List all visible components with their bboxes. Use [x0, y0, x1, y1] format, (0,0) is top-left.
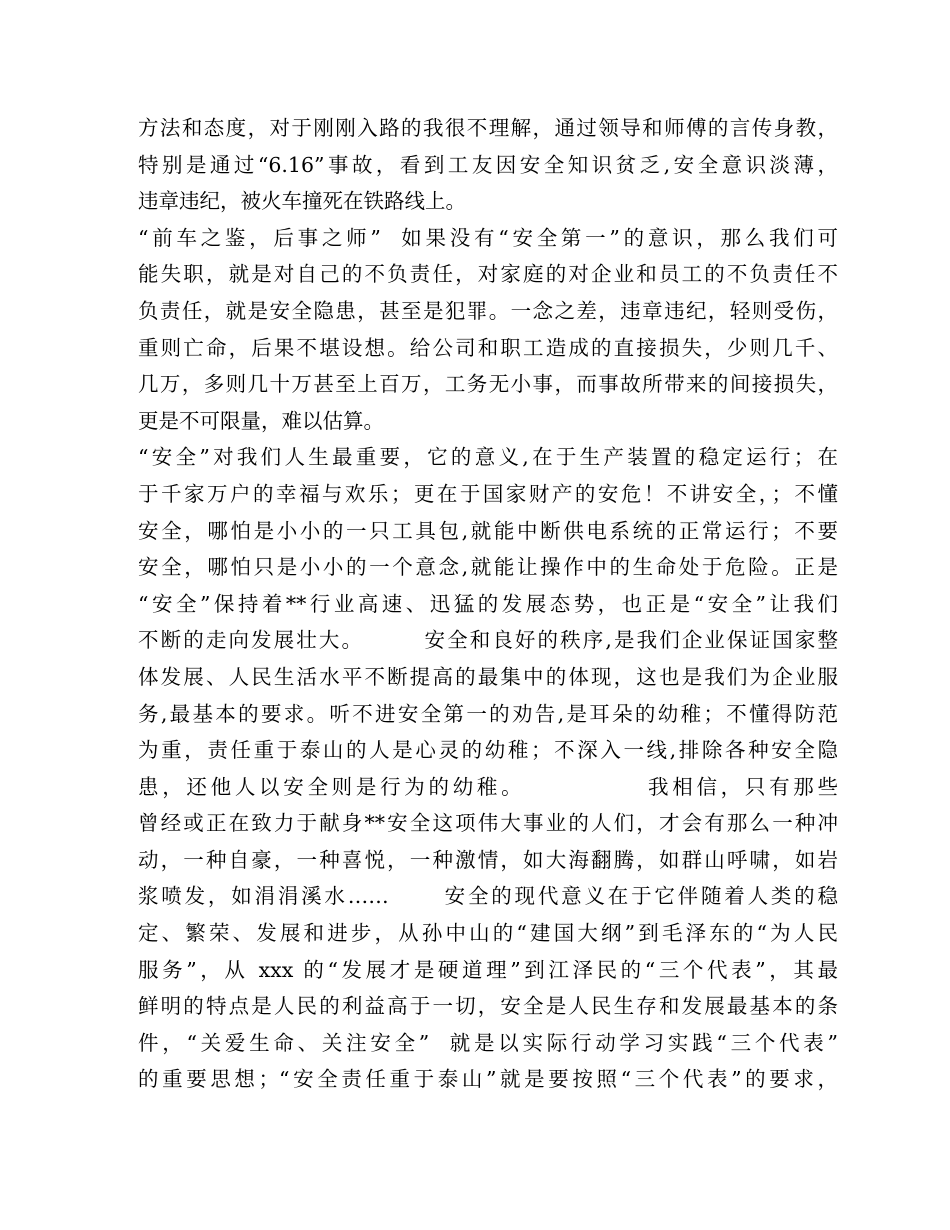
text-line: 方法和态度，对于刚刚入路的我很不理解，通过领导和师傅的言传身教，	[138, 116, 838, 140]
text-line: “安全”对我们人生最重要，它的意义,在于生产装置的稳定运行；在	[138, 445, 838, 470]
text-line: 能失职，就是对自己的不负责任，对家庭的对企业和员工的不负责任不	[138, 262, 838, 287]
text-line: 于千家万户的幸福与欢乐；更在于国家财产的安危！不讲安全，；不懂	[138, 481, 838, 506]
text-line: 安全，哪怕只是小小的一个意念,就能让操作中的生命处于危险。正是	[138, 555, 838, 580]
text-line: 特别是通过“6.16”事故，看到工友因安全知识贫乏,安全意识淡薄，	[138, 152, 838, 177]
text-line: 更是不可限量，难以估算。	[138, 408, 384, 433]
text-line: 重则亡命，后果不堪设想。给公司和职工造成的直接损失，少则几千、	[138, 335, 838, 360]
text-line: 为重，责任重于泰山的人是心灵的幼稚；不深入一线,排除各种安全隐	[138, 738, 838, 763]
text-line: 浆喷发，如涓涓溪水…… 安全的现代意义在于它伴随着人类的稳	[138, 884, 838, 909]
text-line: 体发展、人民生活水平不断提高的最集中的体现，这也是我们为企业服	[138, 664, 838, 689]
text-line: 服务”，从 xxx 的“发展才是硬道理”到江泽民的“三个代表”，其最	[138, 957, 838, 982]
text-line: 定、繁荣、发展和进步，从孙中山的“建国大纲”到毛泽东的“为人民	[138, 921, 838, 946]
text-line: 违章违纪，被火车撞死在铁路线上。	[138, 189, 466, 214]
body-text	[138, 110, 838, 1098]
text-line: 不断的走向发展壮大。 安全和良好的秩序,是我们企业保证国家整	[138, 628, 838, 653]
text-line: “安全”保持着**行业高速、迅猛的发展态势，也正是“安全”让我们	[138, 591, 838, 616]
text-line: 鲜明的特点是人民的利益高于一切，安全是人民生存和发展最基本的条	[138, 994, 838, 1019]
text-line: 务,最基本的要求。听不进安全第一的劝告,是耳朵的幼稚；不懂得防范	[138, 701, 838, 726]
text-line: 曾经或正在致力于献身**安全这项伟大事业的人们，才会有那么一种冲	[138, 811, 838, 836]
text-line: 患，还他人以安全则是行为的幼稚。 我相信，只有那些	[138, 774, 838, 799]
text-line: 负责任，就是安全隐患，甚至是犯罪。一念之差，违章违纪，轻则受伤，	[138, 298, 838, 323]
text-line: 动，一种自豪，一种喜悦，一种激情，如大海翻腾，如群山呼啸，如岩	[138, 847, 838, 872]
text-line: 件，“关爱生命、关注安全” 就是以实际行动学习实践“三个代表”	[138, 1030, 838, 1055]
text-line: 的重要思想；“安全责任重于泰山”就是要按照“三个代表”的要求，	[138, 1067, 838, 1092]
text-line: 安全，哪怕是小小的一只工具包,就能中断供电系统的正常运行；不要	[138, 518, 838, 543]
text-line: “前车之鉴，后事之师” 如果没有“安全第一”的意识，那么我们可	[138, 225, 838, 250]
text-line: 几万，多则几十万甚至上百万，工务无小事，而事故所带来的间接损失，	[138, 372, 838, 397]
